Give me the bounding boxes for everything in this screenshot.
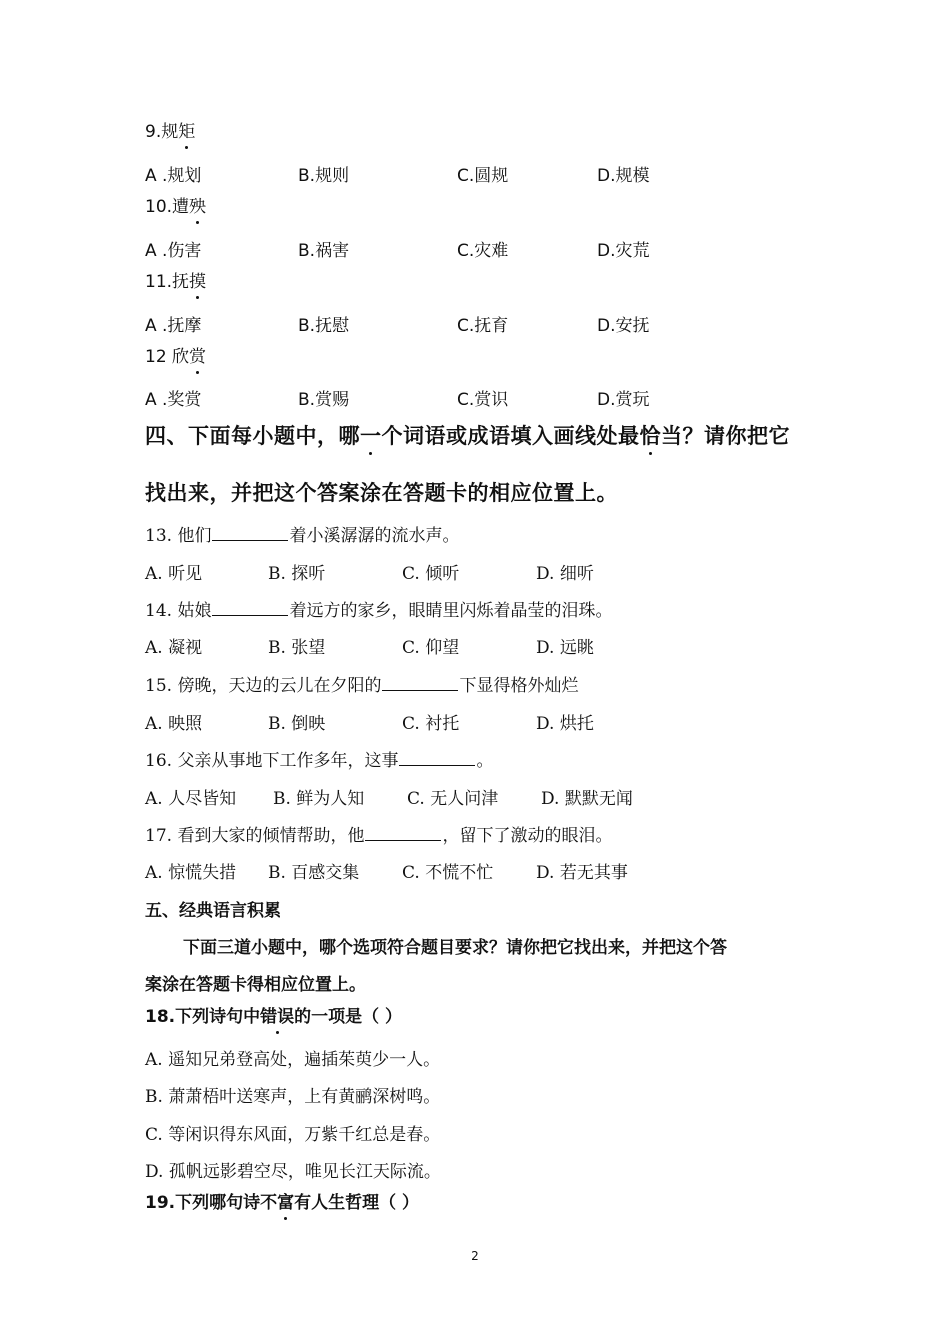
option-c[interactable]: C. 仰望 — [402, 638, 460, 658]
question-14 — [145, 596, 612, 621]
section-4-text: ？请你把它 — [682, 424, 790, 448]
option-b[interactable]: B.赏赐 — [298, 390, 350, 410]
section-4-heading-line-2: 找出来，并把这个答案涂在答题卡的相应位置上。 — [145, 481, 618, 505]
question-11-emphasis: 摸 — [189, 272, 207, 292]
question-19 — [145, 1188, 419, 1213]
option-c[interactable]: C.赏识 — [457, 390, 509, 410]
option-d[interactable]: D. 默默无闻 — [541, 789, 633, 809]
option-a[interactable]: A .抚摩 — [145, 316, 202, 336]
option-a[interactable]: A. 遥知兄弟登高处，遍插茱萸少一人。 — [145, 1050, 441, 1070]
question-12 — [145, 342, 206, 367]
option-c[interactable]: C. 倾听 — [402, 564, 460, 584]
question-15-stem-end: 下显得格外灿烂 — [459, 676, 579, 696]
option-c[interactable]: C.圆规 — [457, 166, 509, 186]
option-b[interactable]: B.抚慰 — [298, 316, 350, 336]
question-17-options — [145, 858, 628, 883]
question-19-stem: 19.下列哪句诗 — [145, 1193, 261, 1213]
question-9 — [145, 117, 195, 142]
option-d[interactable]: D. 细听 — [536, 564, 594, 584]
question-11 — [145, 267, 206, 292]
section-4-text: 词语或成语填入画线处 — [403, 424, 618, 448]
option-a[interactable]: A .规划 — [145, 166, 202, 186]
section-4-emphasis-2: 最恰当 — [618, 424, 683, 448]
option-d[interactable]: D.赏玩 — [597, 390, 650, 410]
option-c[interactable]: C. 不慌不忙 — [402, 863, 494, 883]
question-16-stem: 16. 父亲从事地下工作多年，这事 — [145, 751, 399, 771]
question-18-stem: 18.下列诗句中 — [145, 1007, 261, 1027]
option-d[interactable]: D. 孤帆远影碧空尽，唯见长江天际流。 — [145, 1162, 441, 1182]
question-17-stem: 17. 看到大家的倾情帮助，他 — [145, 826, 365, 846]
question-11-options — [145, 311, 650, 336]
question-10-stem: 10.遭 — [145, 197, 190, 217]
option-c[interactable]: C. 无人问津 — [407, 789, 499, 809]
question-9-options — [145, 161, 650, 186]
option-b[interactable]: B. 探听 — [268, 564, 326, 584]
question-19-emphasis: 不富有 — [260, 1193, 312, 1213]
option-b[interactable]: B. 倒映 — [268, 714, 326, 734]
option-d[interactable]: D. 若无其事 — [536, 863, 628, 883]
option-c[interactable]: C. 衬托 — [402, 714, 460, 734]
option-a[interactable]: A. 人尽皆知 — [145, 789, 237, 809]
question-16-options — [145, 784, 633, 809]
section-5-intro-line-2: 案涂在答题卡得相应位置上。 — [145, 975, 366, 995]
question-13-stem: 13. 他们 — [145, 526, 212, 546]
question-16 — [145, 746, 493, 771]
answer-blank — [382, 676, 458, 691]
question-13-stem-end: 着小溪潺潺的流水声。 — [289, 526, 460, 546]
question-11-stem: 11.抚 — [145, 272, 190, 292]
question-9-stem: 9.规 — [145, 122, 179, 142]
question-12-stem: 12 欣 — [145, 347, 190, 367]
answer-blank — [365, 826, 441, 841]
question-12-options — [145, 385, 650, 410]
section-4-emphasis-1: 哪一个 — [338, 424, 403, 448]
option-c[interactable]: C. 等闲识得东风面，万紫千红总是春。 — [145, 1125, 441, 1145]
question-10-emphasis: 殃 — [189, 197, 207, 217]
page-number: 2 — [471, 1249, 479, 1263]
option-a[interactable]: A. 听见 — [145, 564, 203, 584]
question-14-stem: 14. 姑娘 — [145, 601, 212, 621]
question-10-options — [145, 236, 650, 261]
option-b[interactable]: B. 萧萧梧叶送寒声，上有黄鹂深树鸣。 — [145, 1087, 441, 1107]
section-4-heading — [145, 420, 790, 450]
option-a[interactable]: A. 惊慌失措 — [145, 863, 237, 883]
option-d[interactable]: D.安抚 — [597, 316, 650, 336]
question-16-stem-end: 。 — [476, 751, 494, 771]
question-15-stem: 15. 傍晚，天边的云儿在夕阳的 — [145, 676, 382, 696]
question-18 — [145, 1002, 402, 1027]
option-b[interactable]: B. 百感交集 — [268, 863, 360, 883]
option-d[interactable]: D. 远眺 — [536, 638, 594, 658]
question-10 — [145, 192, 206, 217]
option-a[interactable]: A .伤害 — [145, 241, 202, 261]
section-4-text: 四、下面每小题中， — [145, 424, 339, 448]
question-15-options — [145, 709, 594, 734]
section-5-intro-line-1: 下面三道小题中，哪个选项符合题目要求？请你把它找出来，并把这个答 — [183, 938, 727, 958]
option-d[interactable]: D.规模 — [597, 166, 650, 186]
option-b[interactable]: B. 张望 — [268, 638, 326, 658]
question-9-emphasis: 矩 — [178, 122, 196, 142]
question-15 — [145, 671, 578, 696]
option-b[interactable]: B.祸害 — [298, 241, 350, 261]
question-19-stem-end: 人生哲理（ ） — [311, 1193, 420, 1213]
answer-blank — [212, 526, 288, 541]
question-18-emphasis: 错误 — [260, 1007, 295, 1027]
option-b[interactable]: B.规则 — [298, 166, 350, 186]
option-a[interactable]: A. 凝视 — [145, 638, 203, 658]
question-13 — [145, 521, 459, 546]
option-a[interactable]: A. 映照 — [145, 714, 203, 734]
option-d[interactable]: D.灾荒 — [597, 241, 650, 261]
answer-blank — [212, 601, 288, 616]
question-13-options — [145, 559, 594, 584]
question-18-stem-end: 的一项是（ ） — [294, 1007, 403, 1027]
option-c[interactable]: C.灾难 — [457, 241, 509, 261]
section-5-heading: 五、经典语言积累 — [145, 901, 281, 921]
question-17-stem-end: ，留下了激动的眼泪。 — [442, 826, 613, 846]
question-14-stem-end: 着远方的家乡，眼睛里闪烁着晶莹的泪珠。 — [289, 601, 613, 621]
question-14-options — [145, 633, 594, 658]
option-c[interactable]: C.抚育 — [457, 316, 509, 336]
question-12-emphasis: 赏 — [189, 347, 207, 367]
question-17 — [145, 821, 612, 846]
option-a[interactable]: A .奖赏 — [145, 390, 202, 410]
answer-blank — [399, 751, 475, 766]
option-b[interactable]: B. 鲜为人知 — [273, 789, 365, 809]
option-d[interactable]: D. 烘托 — [536, 714, 594, 734]
